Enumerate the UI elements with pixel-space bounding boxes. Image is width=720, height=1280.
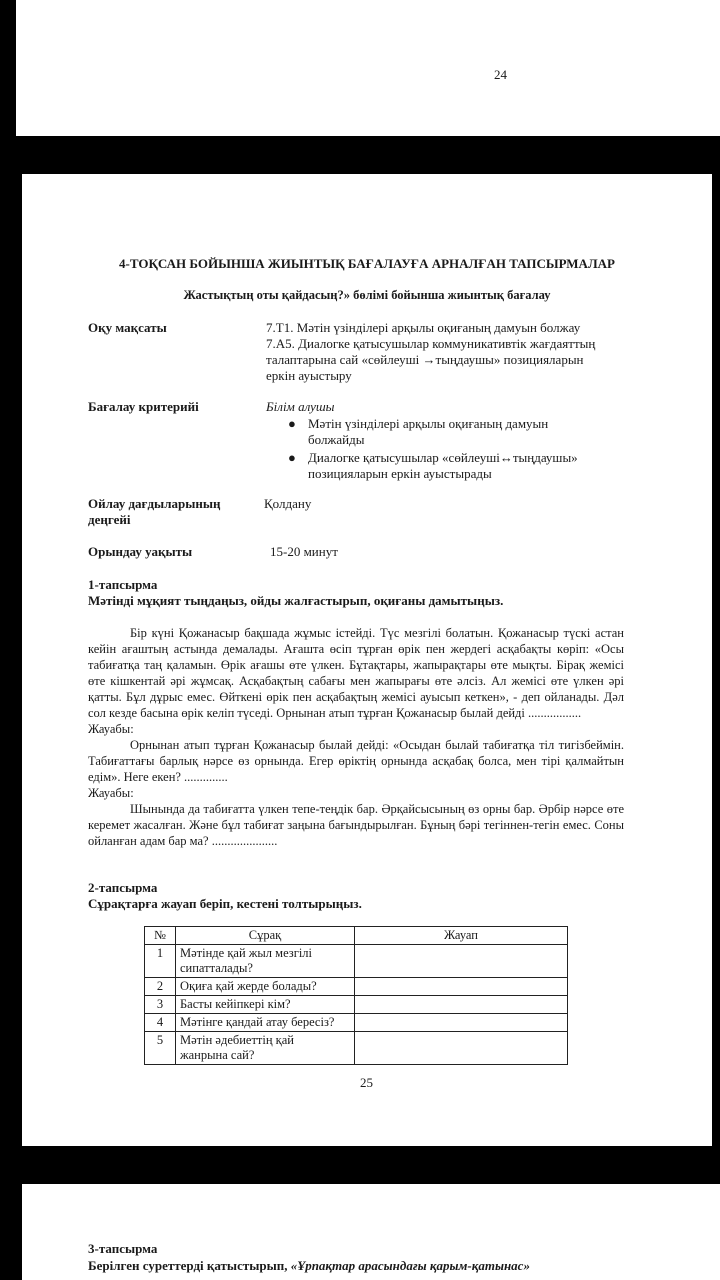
answer-cell[interactable] (355, 978, 568, 996)
goal-text (266, 320, 646, 384)
table-header-row (145, 927, 568, 945)
bullet-icon: ● (288, 450, 296, 465)
time-label: Орындау уақыты (88, 544, 193, 559)
table-row: 2 Оқиға қай жерде болады? (145, 978, 568, 996)
story-paragraph: Шынында да табиғатта үлкен тепе-теңдік бар. Әрқайсысының өз орны бар. Әрбір нәрсе өте керемет жасалған. Және бұл табиғат заңына бағындырылған. Бұның бәрі тегіннен-тегін емес. Соны ойланған адам бар ма? ..................... (88, 802, 624, 848)
answer-cell[interactable] (355, 1014, 568, 1032)
answer-cell[interactable] (355, 1032, 568, 1065)
document-title: 4-ТОҚСАН БОЙЫНША ЖИЫНТЫҚ БАҒАЛАУҒА АРНАЛҒАН ТАПСЫРМАЛАР (119, 256, 615, 271)
questions-table (144, 926, 568, 1065)
goal-line: еркін ауыстыру (266, 368, 352, 383)
task1-text (88, 625, 624, 849)
table-row: 5 Мәтін әдебиеттің қай жанрына сай? (145, 1032, 568, 1065)
criteria-list (282, 416, 646, 482)
thinking-label: Ойлау дағдыларының деңгейі (88, 496, 221, 527)
table-row: 1 Мәтінде қай жыл мезгілі сипатталады? (145, 945, 568, 978)
story-paragraph: Орнынан атып тұрған Қожанасыр былай дейді: «Осыдан былай табиғатқа тіл тигізбеймін. Табиғаттағы барлық нәрсе өз орнында. Егер өріктің орнында асқабақ болса, мен тірі қалмайтын едім». Неге екен? .............. (88, 738, 624, 784)
goal-line: 7.А5. Диалогке қатысушылар коммуникативтік жағдаяттың (266, 336, 596, 351)
task3-instruction: Берілген суреттерді қатыстырып, «Ұрпақтар арасындағы қарым-қатынас» (88, 1258, 530, 1273)
goal-label: Оқу мақсаты (88, 320, 167, 335)
task1-instruction: Мәтінді мұқият тыңдаңыз, ойды жалғастырып, оқиғаны дамытыңыз. (88, 593, 504, 608)
story-paragraph: Бір күні Қожанасыр бақшада жұмыс істейді. Түс мезгілі болатын. Қожанасыр түскі астан кейін ағаштың астында демалады. Ағашта өсіп тұрған өрік пен жердегі асқабақты көріп: «Осы табиғатқа таң қаламын. Өрік ағашы өте үлкен. Бұтақтары, жапырақтары өте мықты. Бірақ жемісі өте кішкентай әрі жұмсақ. Асқабақтың сабағы мен жапырағы өте әлсіз. Ал жемісі өте үлкен әрі қатты. Бұл дұрыс емес. Өйткені өрік пен асқабақтың жемісі ауысып кеткен», - деп ойланады. Дәл сол кезде басына өрік келіп түседі. Орнынан атып тұрған Қожанасыр былай дейді ................. (88, 626, 624, 720)
bullet-icon: ● (288, 416, 296, 431)
goal-line: талаптарына сай «сөйлеуші →тыңдаушы» позицияларын (266, 352, 584, 367)
criteria-block (266, 399, 646, 484)
header-question: Сұрақ (176, 927, 355, 945)
section-subtitle: Жастықтың оты қайдасың?» бөлімі бойынша жиынтық бағалау (183, 288, 551, 302)
page-25 (22, 174, 712, 1146)
criteria-item: ● Диалогке қатысушылар «сөйлеуші↔тыңдаушы» позицияларын еркін ауыстырады (288, 450, 578, 481)
task2-instruction: Сұрақтарға жауап беріп, кестені толтырыңыз. (88, 896, 362, 911)
thinking-value: Қолдану (264, 496, 312, 511)
page-number: 24 (494, 67, 507, 82)
answer-label: Жауабы: (88, 786, 134, 800)
criteria-intro: Білім алушы (266, 399, 335, 414)
answer-label: Жауабы: (88, 722, 134, 736)
task2-title: 2-тапсырма (88, 880, 158, 895)
task1-title: 1-тапсырма (88, 577, 158, 592)
page-number: 25 (360, 1075, 373, 1090)
header-answer: Жауап (355, 927, 568, 945)
goal-line: 7.Т1. Мәтін үзінділері арқылы оқиғаның дамуын болжау (266, 320, 581, 335)
criteria-label: Бағалау критерийі (88, 399, 199, 414)
task3-title: 3-тапсырма (88, 1241, 158, 1256)
answer-cell[interactable] (355, 996, 568, 1014)
answer-cell[interactable] (355, 945, 568, 978)
criteria-item: ● Мәтін үзінділері арқылы оқиғаның дамуын болжайды (288, 416, 549, 447)
page-24-fragment (16, 0, 720, 136)
table-row: 4 Мәтінге қандай атау бересіз? (145, 1014, 568, 1032)
time-value: 15-20 минут (270, 544, 338, 559)
header-number: № (145, 927, 176, 945)
page-26-fragment (22, 1184, 720, 1280)
table-row: 3 Басты кейіпкері кім? (145, 996, 568, 1014)
